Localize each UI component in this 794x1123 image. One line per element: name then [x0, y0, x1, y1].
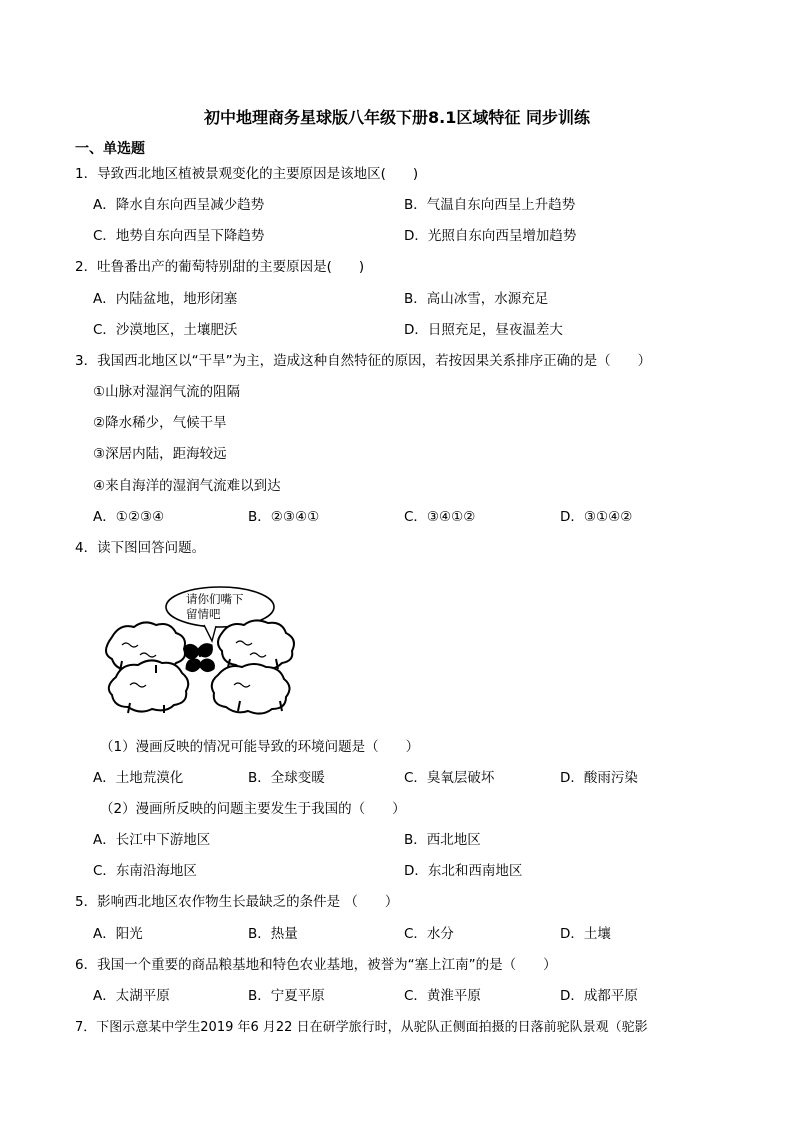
- question-1-option-c: C．地势自东向西呈下降趋势: [93, 228, 265, 244]
- question-1-stem: 1．导致西北地区植被景观变化的主要原因是该地区( ): [75, 166, 419, 182]
- question-7-stem: 7．下图示意某中学生2019 年6 月22 日在研学旅行时，从驼队正侧面拍摄的日落前驼队景观（驼影: [75, 1020, 648, 1035]
- question-4-sub-1-option-b: B．全球变暖: [248, 770, 325, 786]
- question-4-sub-1-option-a: A．土地荒漠化: [93, 770, 184, 786]
- question-6-option-a: A．太湖平原: [93, 988, 170, 1004]
- question-5-option-b: B．热量: [248, 926, 298, 942]
- question-6-option-c: C．黄淮平原: [404, 988, 481, 1004]
- question-1-option-a: A．降水自东向西呈减少趋势: [93, 197, 265, 213]
- question-3-option-d: D．③①④②: [560, 509, 633, 525]
- speech-bubble-line-2: 留情吧: [186, 607, 221, 621]
- question-2-option-d: D．日照充足，昼夜温差大: [404, 322, 563, 338]
- question-3-option-b: B．②③④①: [248, 509, 320, 525]
- question-5-option-c: C．水分: [404, 926, 454, 942]
- question-3-statement-1: ①山脉对湿润气流的阻隔: [93, 384, 241, 400]
- question-1-option-b: B．气温自东向西呈上升趋势: [404, 197, 576, 213]
- sheep-heads: [184, 644, 214, 672]
- question-3-stem: 3．我国西北地区以“干旱”为主，造成这种自然特征的原因，若按因果关系排序正确的是（ ）: [75, 353, 652, 369]
- question-3-statement-3: ③深居内陆，距海较远: [93, 446, 227, 462]
- question-5-option-a: A．阳光: [93, 926, 143, 942]
- question-3-statement-4: ④来自海洋的湿润气流难以到达: [93, 478, 281, 494]
- speech-bubble-line-1: 请你们嘴下: [186, 592, 244, 606]
- question-3-option-c: C．③④①②: [404, 509, 476, 525]
- question-4-sub-2: （2）漫画所反映的问题主要发生于我国的（ ）: [100, 801, 406, 817]
- question-4-sub-1-option-c: C．臭氧层破坏: [404, 770, 495, 786]
- question-4-sub-2-option-c: C．东南沿海地区: [93, 863, 197, 879]
- question-4-sub-1: （1）漫画反映的情况可能导致的环境问题是（ ）: [100, 739, 420, 755]
- question-4-stem: 4．读下图回答问题。: [75, 540, 206, 556]
- question-2-option-a: A．内陆盆地，地形闭塞: [93, 291, 238, 307]
- question-5-option-d: D．土壤: [560, 926, 611, 942]
- question-6-stem: 6．我国一个重要的商品粮基地和特色农业基地，被誉为“塞上江南”的是（ ）: [75, 957, 557, 973]
- question-5-stem: 5．影响西北地区农作物生长最缺乏的条件是 （ ）: [75, 894, 399, 910]
- question-3-option-a: A．①②③④: [93, 509, 165, 525]
- question-4-sub-2-option-a: A．长江中下游地区: [93, 832, 211, 848]
- question-4-sub-2-option-b: B．西北地区: [404, 832, 481, 848]
- question-2-option-b: B．高山冰雪，水源充足: [404, 291, 549, 307]
- cartoon-illustration: [100, 585, 310, 717]
- section-heading: 一、单选题: [75, 141, 145, 157]
- sheep-bottom-right: [212, 664, 290, 714]
- page-title: 初中地理商务星球版八年级下册8.1区域特征 同步训练: [204, 108, 590, 127]
- question-1-option-d: D．光照自东向西呈增加趋势: [404, 228, 577, 244]
- question-4-sub-2-option-d: D．东北和西南地区: [404, 863, 523, 879]
- question-2-stem: 2．吐鲁番出产的葡萄特别甜的主要原因是( ): [75, 259, 365, 275]
- question-2-option-c: C．沙漠地区，土壤肥沃: [93, 322, 238, 338]
- question-6-option-d: D．成都平原: [560, 988, 638, 1004]
- question-4-sub-1-option-d: D．酸雨污染: [560, 770, 638, 786]
- question-3-statement-2: ②降水稀少，气候干旱: [93, 415, 227, 431]
- question-6-option-b: B．宁夏平原: [248, 988, 325, 1004]
